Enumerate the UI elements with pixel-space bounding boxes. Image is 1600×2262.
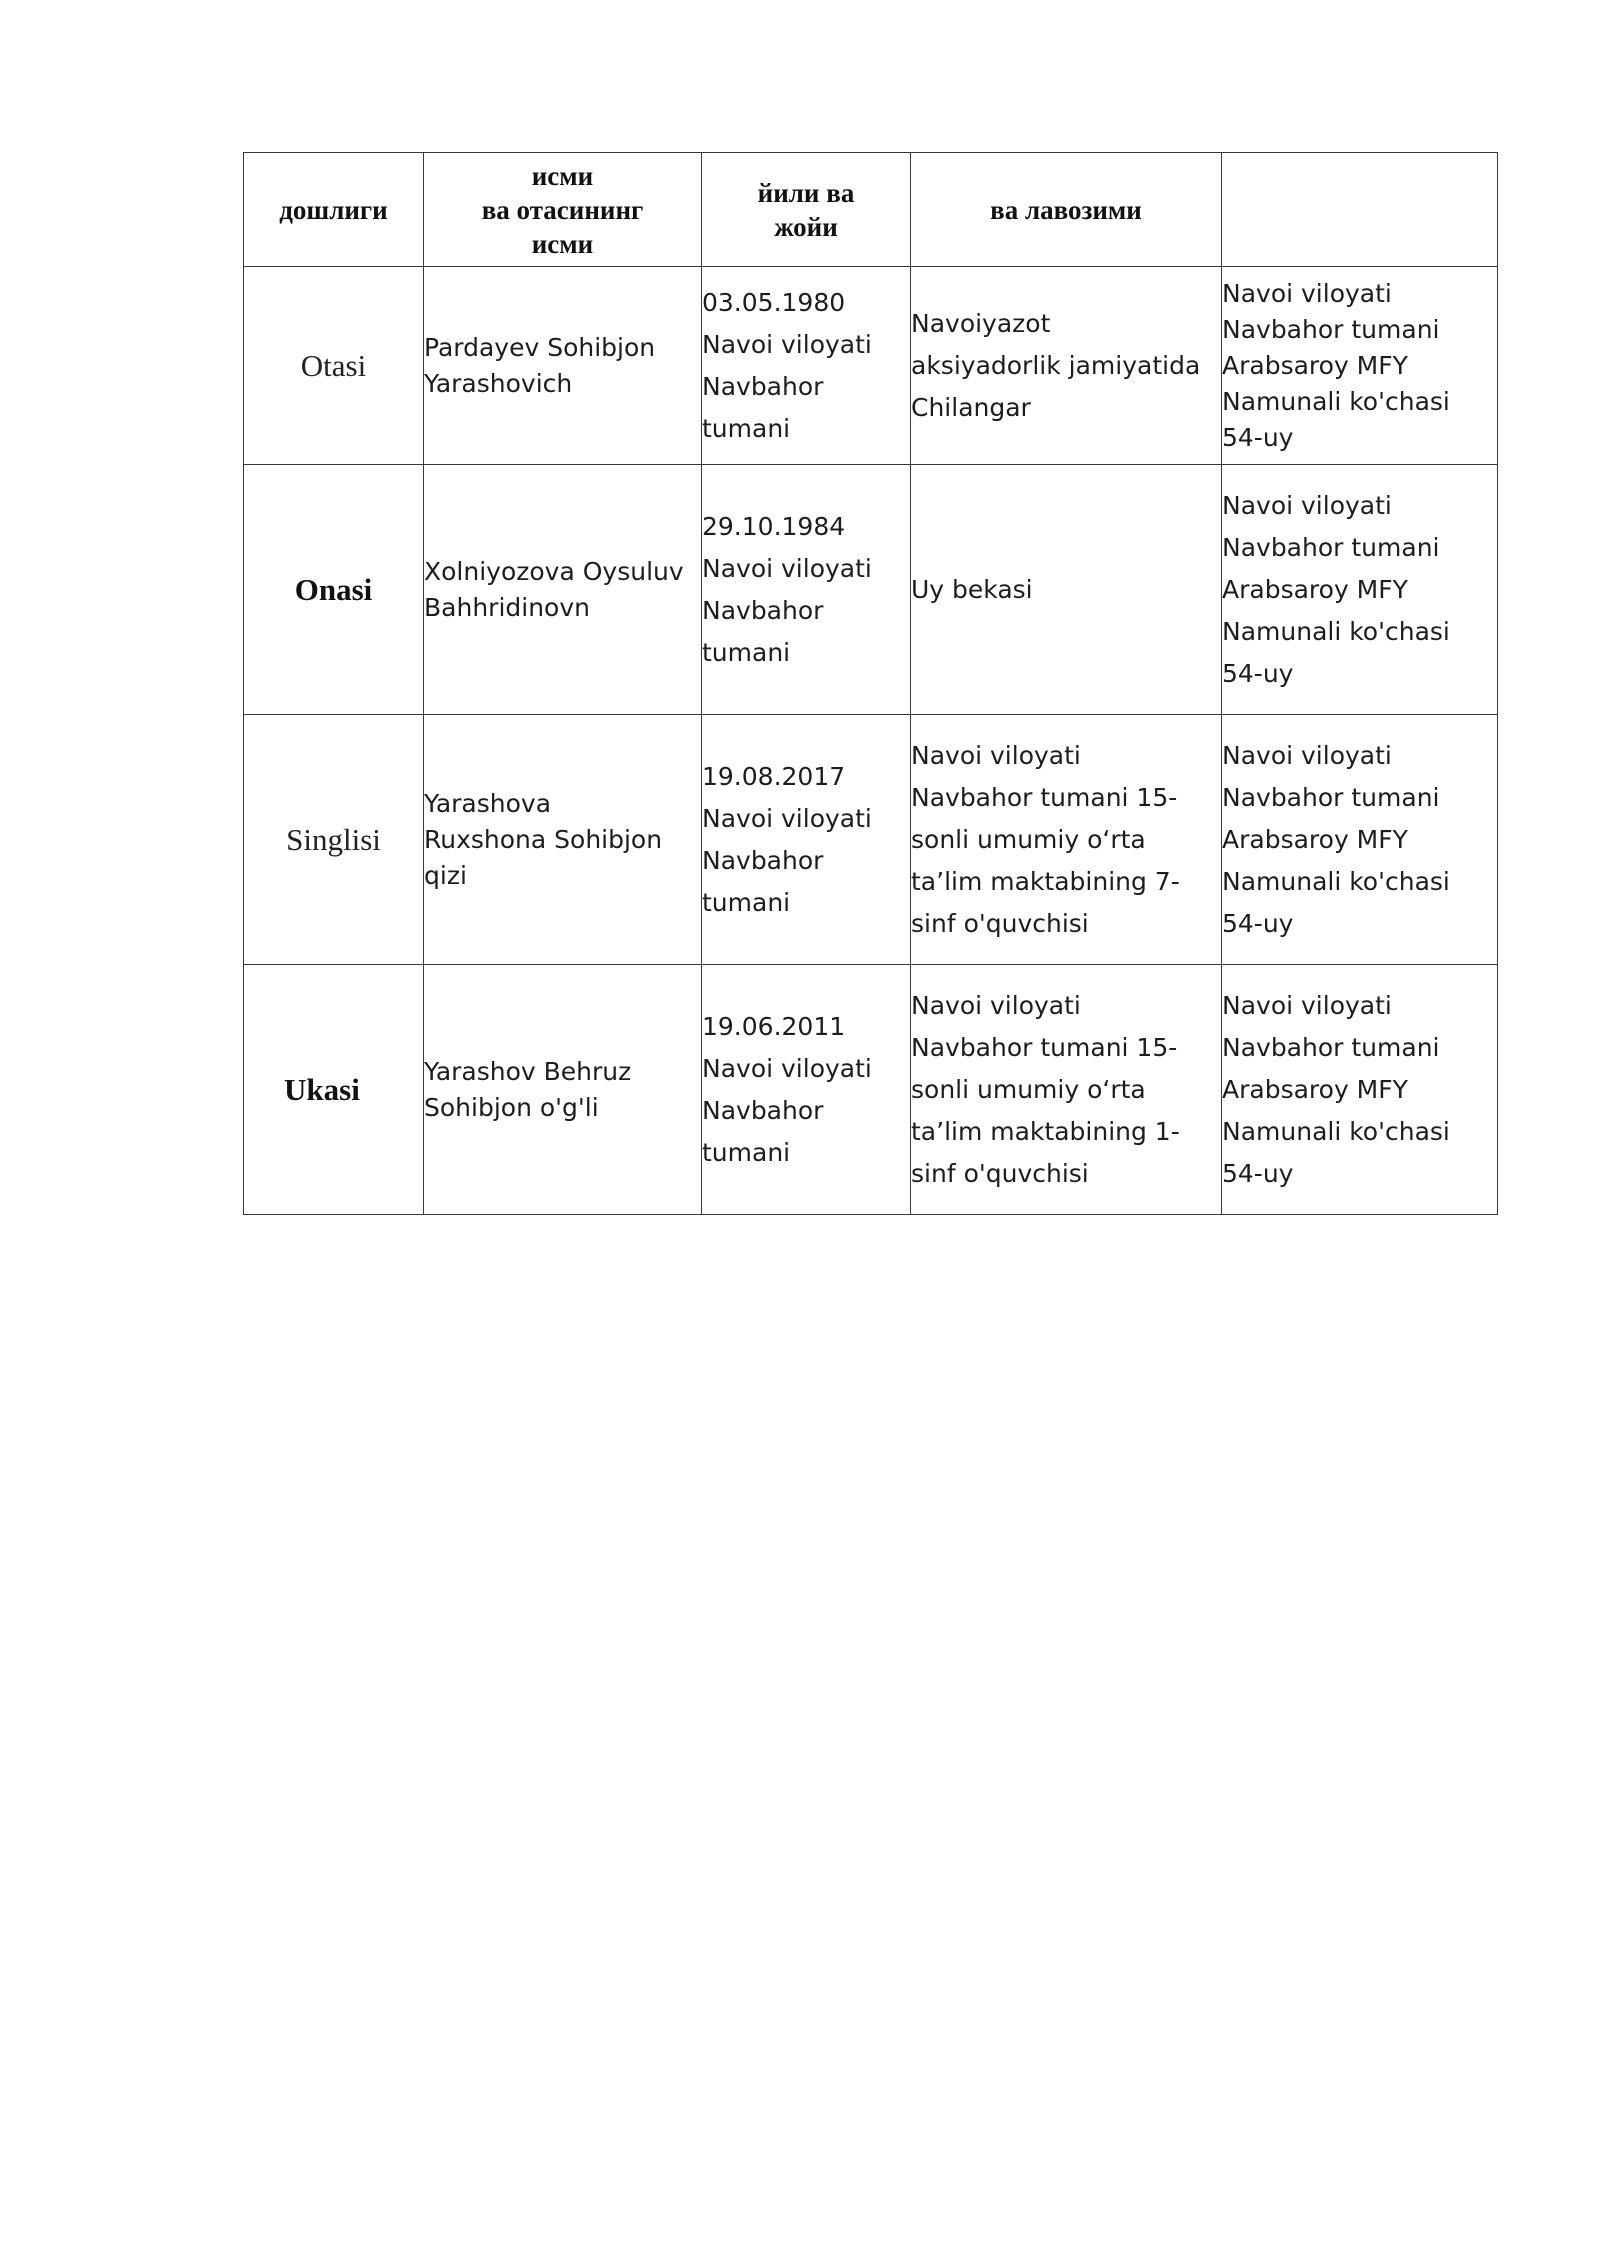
cell-line: Navoi viloyati <box>702 1053 872 1083</box>
position-cell <box>911 965 1222 1215</box>
cell-line: Navbahor tumani <box>1222 532 1440 562</box>
cell-line: Pardayev Sohibjon <box>424 332 656 362</box>
cell-line: Navoi viloyati <box>702 803 872 833</box>
header-line: исми <box>531 160 594 191</box>
header-position <box>911 153 1222 267</box>
name-cell <box>424 715 702 965</box>
header-line: йили ва <box>757 177 855 208</box>
address-cell <box>1222 965 1498 1215</box>
cell-line: aksiyadorlik jamiyatida <box>911 350 1201 380</box>
cell-line: Namunali ko'chasi <box>1222 866 1450 896</box>
cell-line: 29.10.1984 <box>702 511 846 541</box>
birth-cell <box>702 465 911 715</box>
cell-line: Navoi viloyati <box>1222 740 1392 770</box>
cell-line: Namunali ko'chasi <box>1222 386 1450 416</box>
birth-cell <box>702 965 911 1215</box>
cell-line: sinf o'quvchisi <box>911 908 1089 938</box>
header-name <box>424 153 702 267</box>
cell-line: Chilangar <box>911 392 1031 422</box>
header-relation <box>244 153 424 267</box>
cell-line: sinf o'quvchisi <box>911 1158 1089 1188</box>
cell-line: Yarashova <box>424 788 552 818</box>
cell-line: 19.08.2017 <box>702 761 846 791</box>
cell-line: Navbahor <box>702 845 824 875</box>
cell-line: ta’lim maktabining 1- <box>911 1116 1180 1146</box>
header-line: ва отасининг <box>481 194 644 225</box>
cell-line: Sohibjon o'g'li <box>424 1092 599 1122</box>
cell-line: Namunali ko'chasi <box>1222 616 1450 646</box>
cell-line: Namunali ko'chasi <box>1222 1116 1450 1146</box>
cell-line: 54-uy <box>1222 1158 1294 1188</box>
cell-line: 03.05.1980 <box>702 287 846 317</box>
cell-line: Arabsaroy MFY <box>1222 350 1408 380</box>
relation-cell: Onasi <box>244 465 424 715</box>
cell-line: Yarashov Behruz <box>424 1056 632 1086</box>
cell-line: Arabsaroy MFY <box>1222 824 1408 854</box>
header-line: исми <box>531 228 594 259</box>
cell-line: Yarashovich <box>424 368 573 398</box>
address-cell <box>1222 715 1498 965</box>
cell-line: tumani <box>702 1137 791 1167</box>
cell-line: Navbahor tumani 15- <box>911 782 1178 812</box>
table-row <box>244 267 1498 465</box>
cell-line: tumani <box>702 887 791 917</box>
cell-line: Uy bekasi <box>911 574 1033 604</box>
birth-cell <box>702 267 911 465</box>
table-row <box>244 465 1498 715</box>
cell-line: Navbahor <box>702 1095 824 1125</box>
cell-line: 54-uy <box>1222 658 1294 688</box>
header-line: ва лавозими <box>990 194 1142 225</box>
relation-cell: Otasi <box>244 267 424 465</box>
cell-line: Navoi viloyati <box>1222 490 1392 520</box>
cell-line: Ruxshona Sohibjon <box>424 824 663 854</box>
cell-line: Navbahor tumani <box>1222 1032 1440 1062</box>
address-cell <box>1222 465 1498 715</box>
address-cell <box>1222 267 1498 465</box>
header-line: дошлиги <box>279 194 388 225</box>
cell-line: Navoi viloyati <box>1222 278 1392 308</box>
header-line: жойи <box>774 211 838 242</box>
position-cell <box>911 267 1222 465</box>
position-cell <box>911 715 1222 965</box>
relation-cell: Singlisi <box>244 715 424 965</box>
header-address <box>1222 153 1498 267</box>
cell-line: Xolniyozova Oysuluv <box>424 556 684 586</box>
cell-line: Navbahor <box>702 371 824 401</box>
cell-line: Navoiyazot <box>911 308 1051 338</box>
cell-line: 54-uy <box>1222 908 1294 938</box>
cell-line: 54-uy <box>1222 422 1294 452</box>
cell-line: Bahhridinovn <box>424 592 590 622</box>
cell-line: Navoi viloyati <box>911 740 1081 770</box>
cell-line: qizi <box>424 860 467 890</box>
cell-line: sonli umumiy oʻrta <box>911 824 1146 854</box>
name-cell <box>424 965 702 1215</box>
name-cell <box>424 267 702 465</box>
cell-line: Navoi viloyati <box>702 329 872 359</box>
header-birth <box>702 153 911 267</box>
position-cell <box>911 465 1222 715</box>
relation-cell: Ukasi <box>244 965 424 1215</box>
cell-line: tumani <box>702 637 791 667</box>
cell-line: Navbahor <box>702 595 824 625</box>
table-row <box>244 965 1498 1215</box>
birth-cell <box>702 715 911 965</box>
cell-line: Navbahor tumani <box>1222 782 1440 812</box>
family-members-table <box>243 152 1498 1215</box>
table-header-row <box>244 153 1498 267</box>
cell-line: Arabsaroy MFY <box>1222 1074 1408 1104</box>
cell-line: sonli umumiy oʻrta <box>911 1074 1146 1104</box>
cell-line: Navbahor tumani 15- <box>911 1032 1178 1062</box>
cell-line: Navoi viloyati <box>911 990 1081 1020</box>
cell-line: tumani <box>702 413 791 443</box>
cell-line: Navbahor tumani <box>1222 314 1440 344</box>
cell-line: Navoi viloyati <box>1222 990 1392 1020</box>
cell-line: 19.06.2011 <box>702 1011 846 1041</box>
cell-line: Navoi viloyati <box>702 553 872 583</box>
cell-line: Arabsaroy MFY <box>1222 574 1408 604</box>
table-row <box>244 715 1498 965</box>
name-cell <box>424 465 702 715</box>
cell-line: ta’lim maktabining 7- <box>911 866 1180 896</box>
